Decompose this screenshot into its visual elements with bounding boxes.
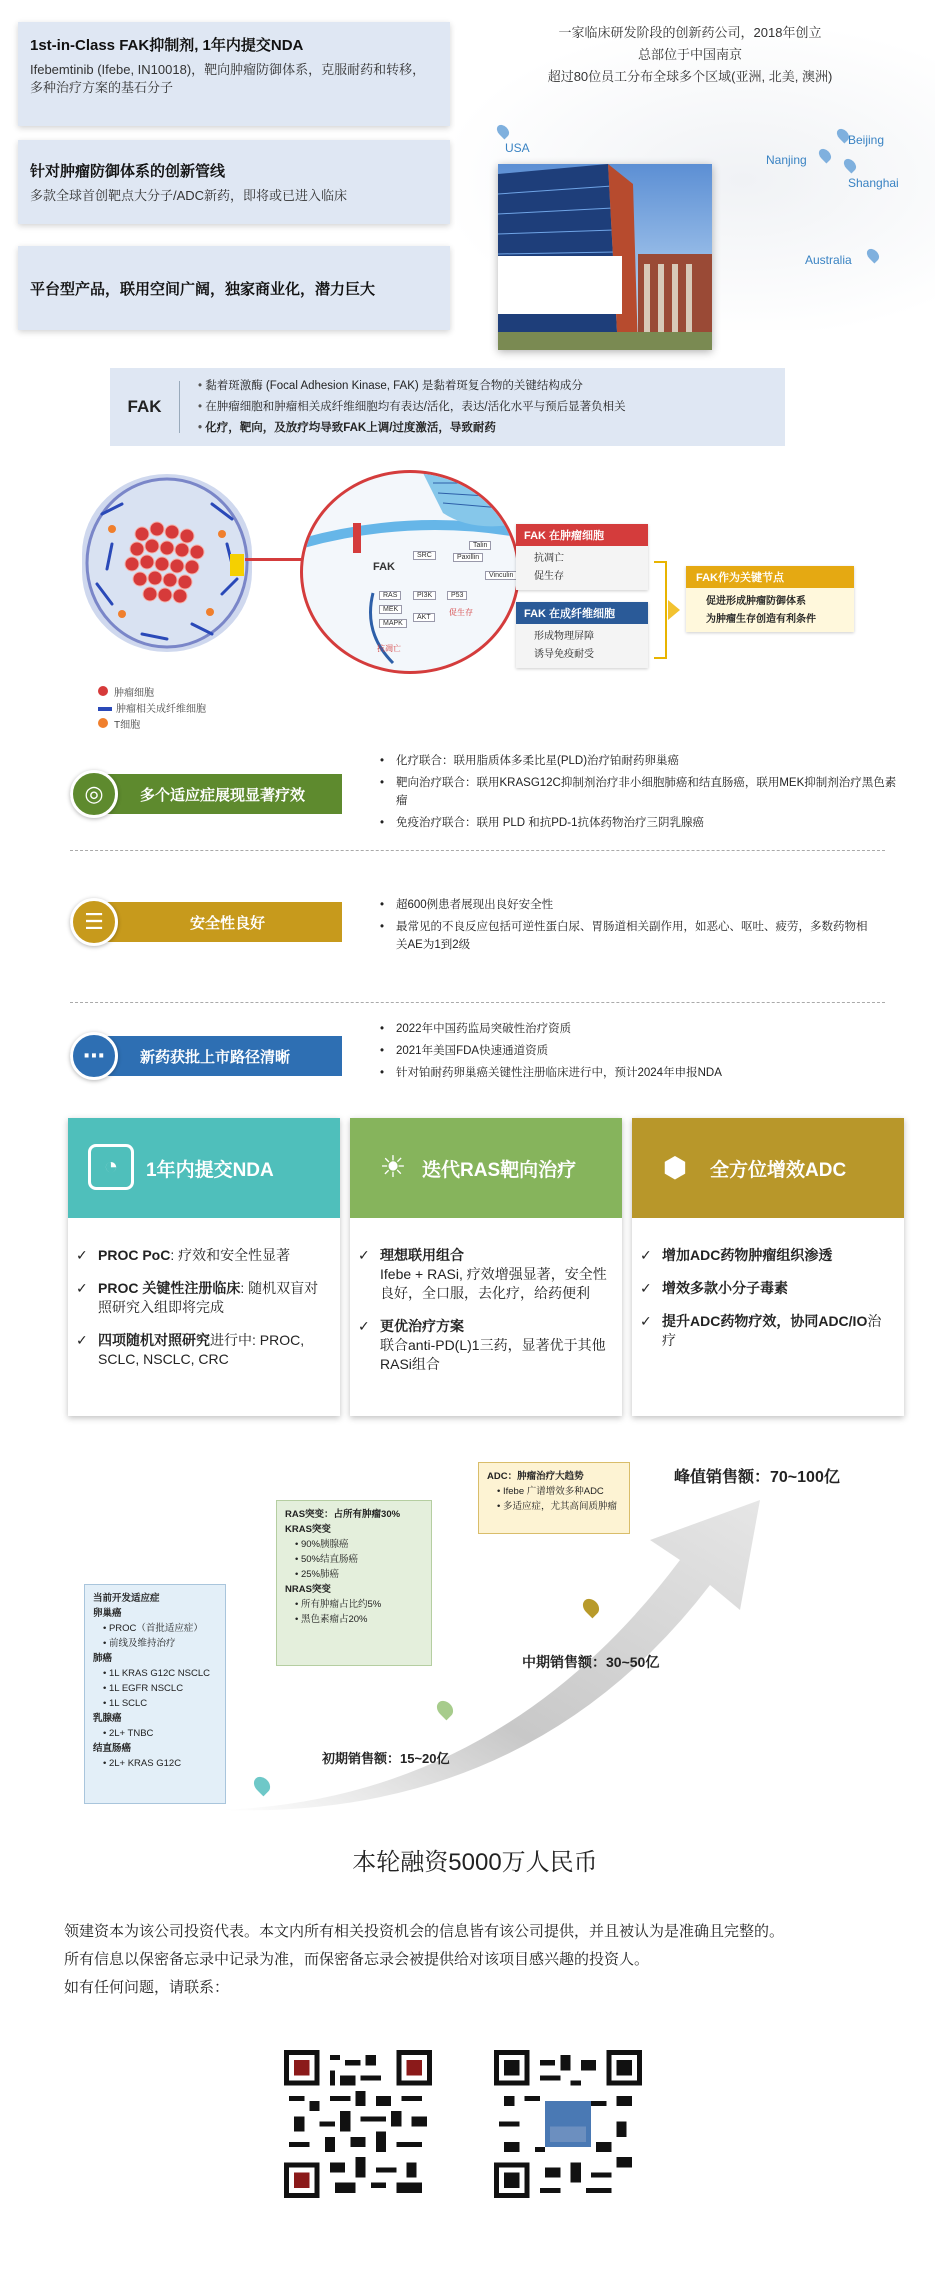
safety-list [378,896,878,958]
fak-tumor-title: FAK 在肿瘤细胞 [516,524,648,546]
qr-code-1[interactable] [284,2050,432,2198]
city-nanjing: Nanjing [766,153,807,167]
column-adc [632,1118,904,1416]
highlight-card-1 [18,22,450,126]
fak-fibro-box [516,602,648,668]
disclaimer [64,1918,934,2002]
funding-title: 本轮融资5000万人民币 [352,1849,598,1876]
column-item: ✓ 增效多款小分子毒素 [662,1279,892,1298]
city-usa: USA [505,141,530,155]
fak-fibro-item: 诱导免疫耐受 [534,649,594,660]
key-node-title: FAK作为关键节点 [686,566,854,588]
row-approval-title: 新药获批上市路径清晰 [140,1048,291,1066]
tumor-microenvironment-diagram [82,474,252,652]
column-nda [68,1118,340,1416]
pathway-label: P53 [447,591,467,600]
ras-box [276,1500,432,1666]
fak-item: • 黏着斑激酶 (Focal Adhesion Kinase, FAK) 是黏着斑复合物的关键结构成分 [198,376,626,397]
adc-item: • Ifebe 广谱增效多种ADC [497,1486,604,1497]
growth-arrow [140,1470,780,1820]
disclaimer-line: 领建资本为该公司投资代表。本文内所有相关投资机会的信息皆有该公司提供，并且被认为是准确且完整的。 [64,1923,785,1940]
ras-title: RAS突变：占所有肿瘤30% [285,1509,401,1520]
highlight-card-3 [18,246,450,330]
column-ras [350,1118,622,1416]
indication-item: • 2L+ KRAS G12C [103,1758,182,1769]
card-text: 多款全球首创靶点大分子/ADC新药，即将或已进入临床 [30,188,348,203]
pathway-label: RAS [379,591,401,600]
row-efficacy-title: 多个适应症展现显著疗效 [140,786,306,804]
pathway-label: MEK [379,605,402,614]
pathway-label: Vinculin [485,571,517,580]
key-node-item: 为肿瘤生存创造有利条件 [706,614,816,625]
office-building-photo [498,164,712,350]
row-safety [70,900,342,944]
fak-tumor-box [516,524,648,590]
efficacy-item: • 靶向治疗联合：联用KRASG12C抑制剂治疗非小细胞肺癌和结直肠癌，联用MEK抑制剂治疗黑色素瘤 [378,774,898,810]
indications-box [84,1584,226,1804]
card-text: Ifebemtinib (Ifebe, IN10018)，靶向肿瘤防御体系，克服耐药和转移，多种治疗方案的基石分子 [30,62,426,95]
column-item: ✓ 提升ADC药物疗效，协同ADC/IO治疗 [662,1312,892,1350]
peak-sales: 峰值销售额：70~100亿 [674,1469,840,1486]
fak-list [180,376,626,439]
efficacy-item: • 免疫治疗联合：联用 PLD 和抗PD-1抗体药物治疗三阴乳腺癌 [378,814,898,832]
mid-sales: 中期销售额：30~50亿 [522,1654,660,1670]
qr-code-2[interactable] [494,2050,642,2198]
column-ras-header [350,1118,622,1218]
lightbulb-icon: ☀ [379,1150,407,1184]
indication-item: • 2L+ TNBC [103,1728,154,1739]
indication-group: 肺癌 [93,1653,113,1664]
column-nda-body [68,1218,340,1369]
card-title: 1st-in-Class FAK抑制剂, 1年内提交NDA [30,37,304,54]
diagram-legend [98,686,206,734]
ras-item: • 90%胰腺癌 [295,1539,349,1550]
indication-item: • 前线及维持治疗 [103,1638,176,1649]
divider [70,1002,885,1003]
early-sales: 初期销售额：15~20亿 [322,1751,450,1766]
pathway-label: SRC [413,551,436,560]
pathway-label: MAPK [379,619,407,628]
row-approval-badge [70,1036,342,1076]
city-shanghai: Shanghai [848,176,899,190]
highlight-card-2 [18,140,450,224]
fak-fibro-item: 形成物理屏障 [534,631,594,642]
disclaimer-line: 所有信息以保密备忘录中记录为准，而保密备忘录会被提供给对该项目感兴趣的投资人。 [64,1951,650,1968]
fak-item: • 在肿瘤细胞和肿瘤相关成纤维细胞均有表达/活化，表达/活化水平与预后显著负相关 [198,397,626,418]
checklist-icon: ☰ [70,898,118,946]
column-ras-body [350,1218,622,1374]
column-nda-title: 1年内提交NDA [146,1159,274,1181]
fak-item: • 化疗，靶向，及放疗均导致FAK上调/过度激活，导致耐药 [198,418,626,439]
company-line-2: 总部位于中国南京 [637,47,742,62]
column-adc-title: 全方位增效ADC [710,1159,847,1181]
city-australia: Australia [805,253,852,267]
fibroblast-icon [98,707,112,711]
approval-item: • 2021年美国FDA快速通道资质 [378,1042,898,1060]
column-ras-title: 迭代RAS靶向治疗 [422,1159,577,1181]
row-safety-title: 安全性良好 [190,914,266,932]
column-item: ✓ PROC PoC: 疗效和安全性显著 [98,1246,328,1265]
column-item: ✓ 理想联用组合 Ifebe + RASi, 疗效增强显著，安全性良好，全口服，去化疗，给药便利 [380,1246,610,1303]
t-cell-icon [98,718,108,728]
ras-item: • 25%肺癌 [295,1569,339,1580]
pathway-label: AKT [413,613,435,622]
ras-item: • 黑色素瘤占20% [295,1614,368,1625]
efficacy-list [378,752,898,836]
key-node-item: 促进形成肿瘤防御体系 [706,596,806,607]
adc-box [478,1462,630,1534]
row-efficacy-badge [70,774,342,814]
column-adc-header [632,1118,904,1218]
column-item: ✓ 更优治疗方案 联合anti-PD(L)1三药，显著优于其他RASi组合 [380,1317,610,1374]
legend-t-cell: T细胞 [98,718,206,734]
key-node-box [686,566,854,632]
adc-title: ADC：肿瘤治疗大趋势 [487,1471,584,1482]
card-title: 平台型产品，联用空间广阔，独家商业化，潜力巨大 [30,281,376,298]
ras-item: • 所有肿瘤占比约5% [295,1599,382,1610]
route-icon: ⋯ [70,1032,118,1080]
divider [70,850,885,851]
clock-doc-icon: ◔ [88,1144,134,1190]
adc-item: • 多适应症，尤其高间质肿瘤 [497,1501,617,1512]
pathway-label: 抗凋亡 [377,644,401,653]
column-item: ✓ 增加ADC药物肿瘤组织渗透 [662,1246,892,1265]
indications-title: 当前开发适应症 [93,1593,160,1604]
medal-icon: ◎ [70,770,118,818]
column-item: ✓ 四项随机对照研究进行中: PROC, SCLC, NSCLC, CRC [98,1331,328,1369]
fak-tumor-item: 抗凋亡 [534,553,564,564]
pathway-label: Paxillin [453,553,483,562]
row-efficacy [70,772,342,816]
efficacy-item: • 化疗联合：联用脂质体多柔比星(PLD)治疗铂耐药卵巢癌 [378,752,898,770]
safety-item: • 超600例患者展现出良好安全性 [378,896,878,914]
cubes-icon: ⬢ [662,1151,688,1183]
cell-signaling-diagram [300,470,520,674]
approval-list [378,1020,898,1086]
indication-item: • 1L KRAS G12C NSCLC [103,1668,210,1679]
fak-tumor-item: 促生存 [534,571,564,582]
pathway-label: 促生存 [449,608,473,617]
ras-group: NRAS突变 [285,1584,331,1595]
approval-item: • 针对铂耐药卵巢癌关键性注册临床进行中，预计2024年申报NDA [378,1064,898,1082]
disclaimer-line: 如有任何问题，请联系： [64,1979,230,1996]
fak-info-box [110,368,785,446]
tumor-cell-icon [98,686,108,696]
indication-group: 卵巢癌 [93,1608,122,1619]
pathway-label: Talin [469,541,491,550]
indication-group: 结直肠癌 [93,1743,132,1754]
city-beijing: Beijing [848,133,885,147]
zoom-connector [245,558,305,561]
column-adc-body [632,1218,904,1350]
column-item: ✓ PROC 关键性注册临床: 随机双盲对照研究入组即将完成 [98,1279,328,1317]
indication-item: • PROC（首批适应症） [103,1623,203,1634]
approval-item: • 2022年中国药监局突破性治疗资质 [378,1020,898,1038]
column-nda-header [68,1118,340,1218]
legend-tumor-cell: 肿瘤细胞 [98,686,206,702]
pathway-label: PI3K [413,591,436,600]
row-safety-badge [70,902,342,942]
indication-item: • 1L EGFR NSCLC [103,1683,184,1694]
safety-item: • 最常见的不良反应包括可逆性蛋白尿、胃肠道相关副作用，如恶心、呕吐、疲劳，多数药物相关AE为1到2级 [378,918,878,954]
company-line-1: 一家临床研发阶段的创新药公司，2018年创立 [558,25,822,40]
ras-item: • 50%结直肠癌 [295,1554,358,1565]
indication-item: • 1L SCLC [103,1698,148,1709]
company-line-3: 超过80位员工分布全球多个区域(亚洲, 北美, 澳洲) [547,69,833,84]
fak-fibro-title: FAK 在成纤维细胞 [516,602,648,624]
company-intro [520,22,860,88]
card-title: 针对肿瘤防御体系的创新管线 [30,163,226,180]
row-approval [70,1034,342,1078]
ras-group: KRAS突变 [285,1524,331,1535]
legend-fibroblast: 肿瘤相关成纤维细胞 [98,702,206,718]
fak-label: FAK [110,381,180,433]
indication-group: 乳腺癌 [93,1713,122,1724]
pathway-label: FAK [373,561,395,573]
bracket-arrow-icon [652,560,682,660]
